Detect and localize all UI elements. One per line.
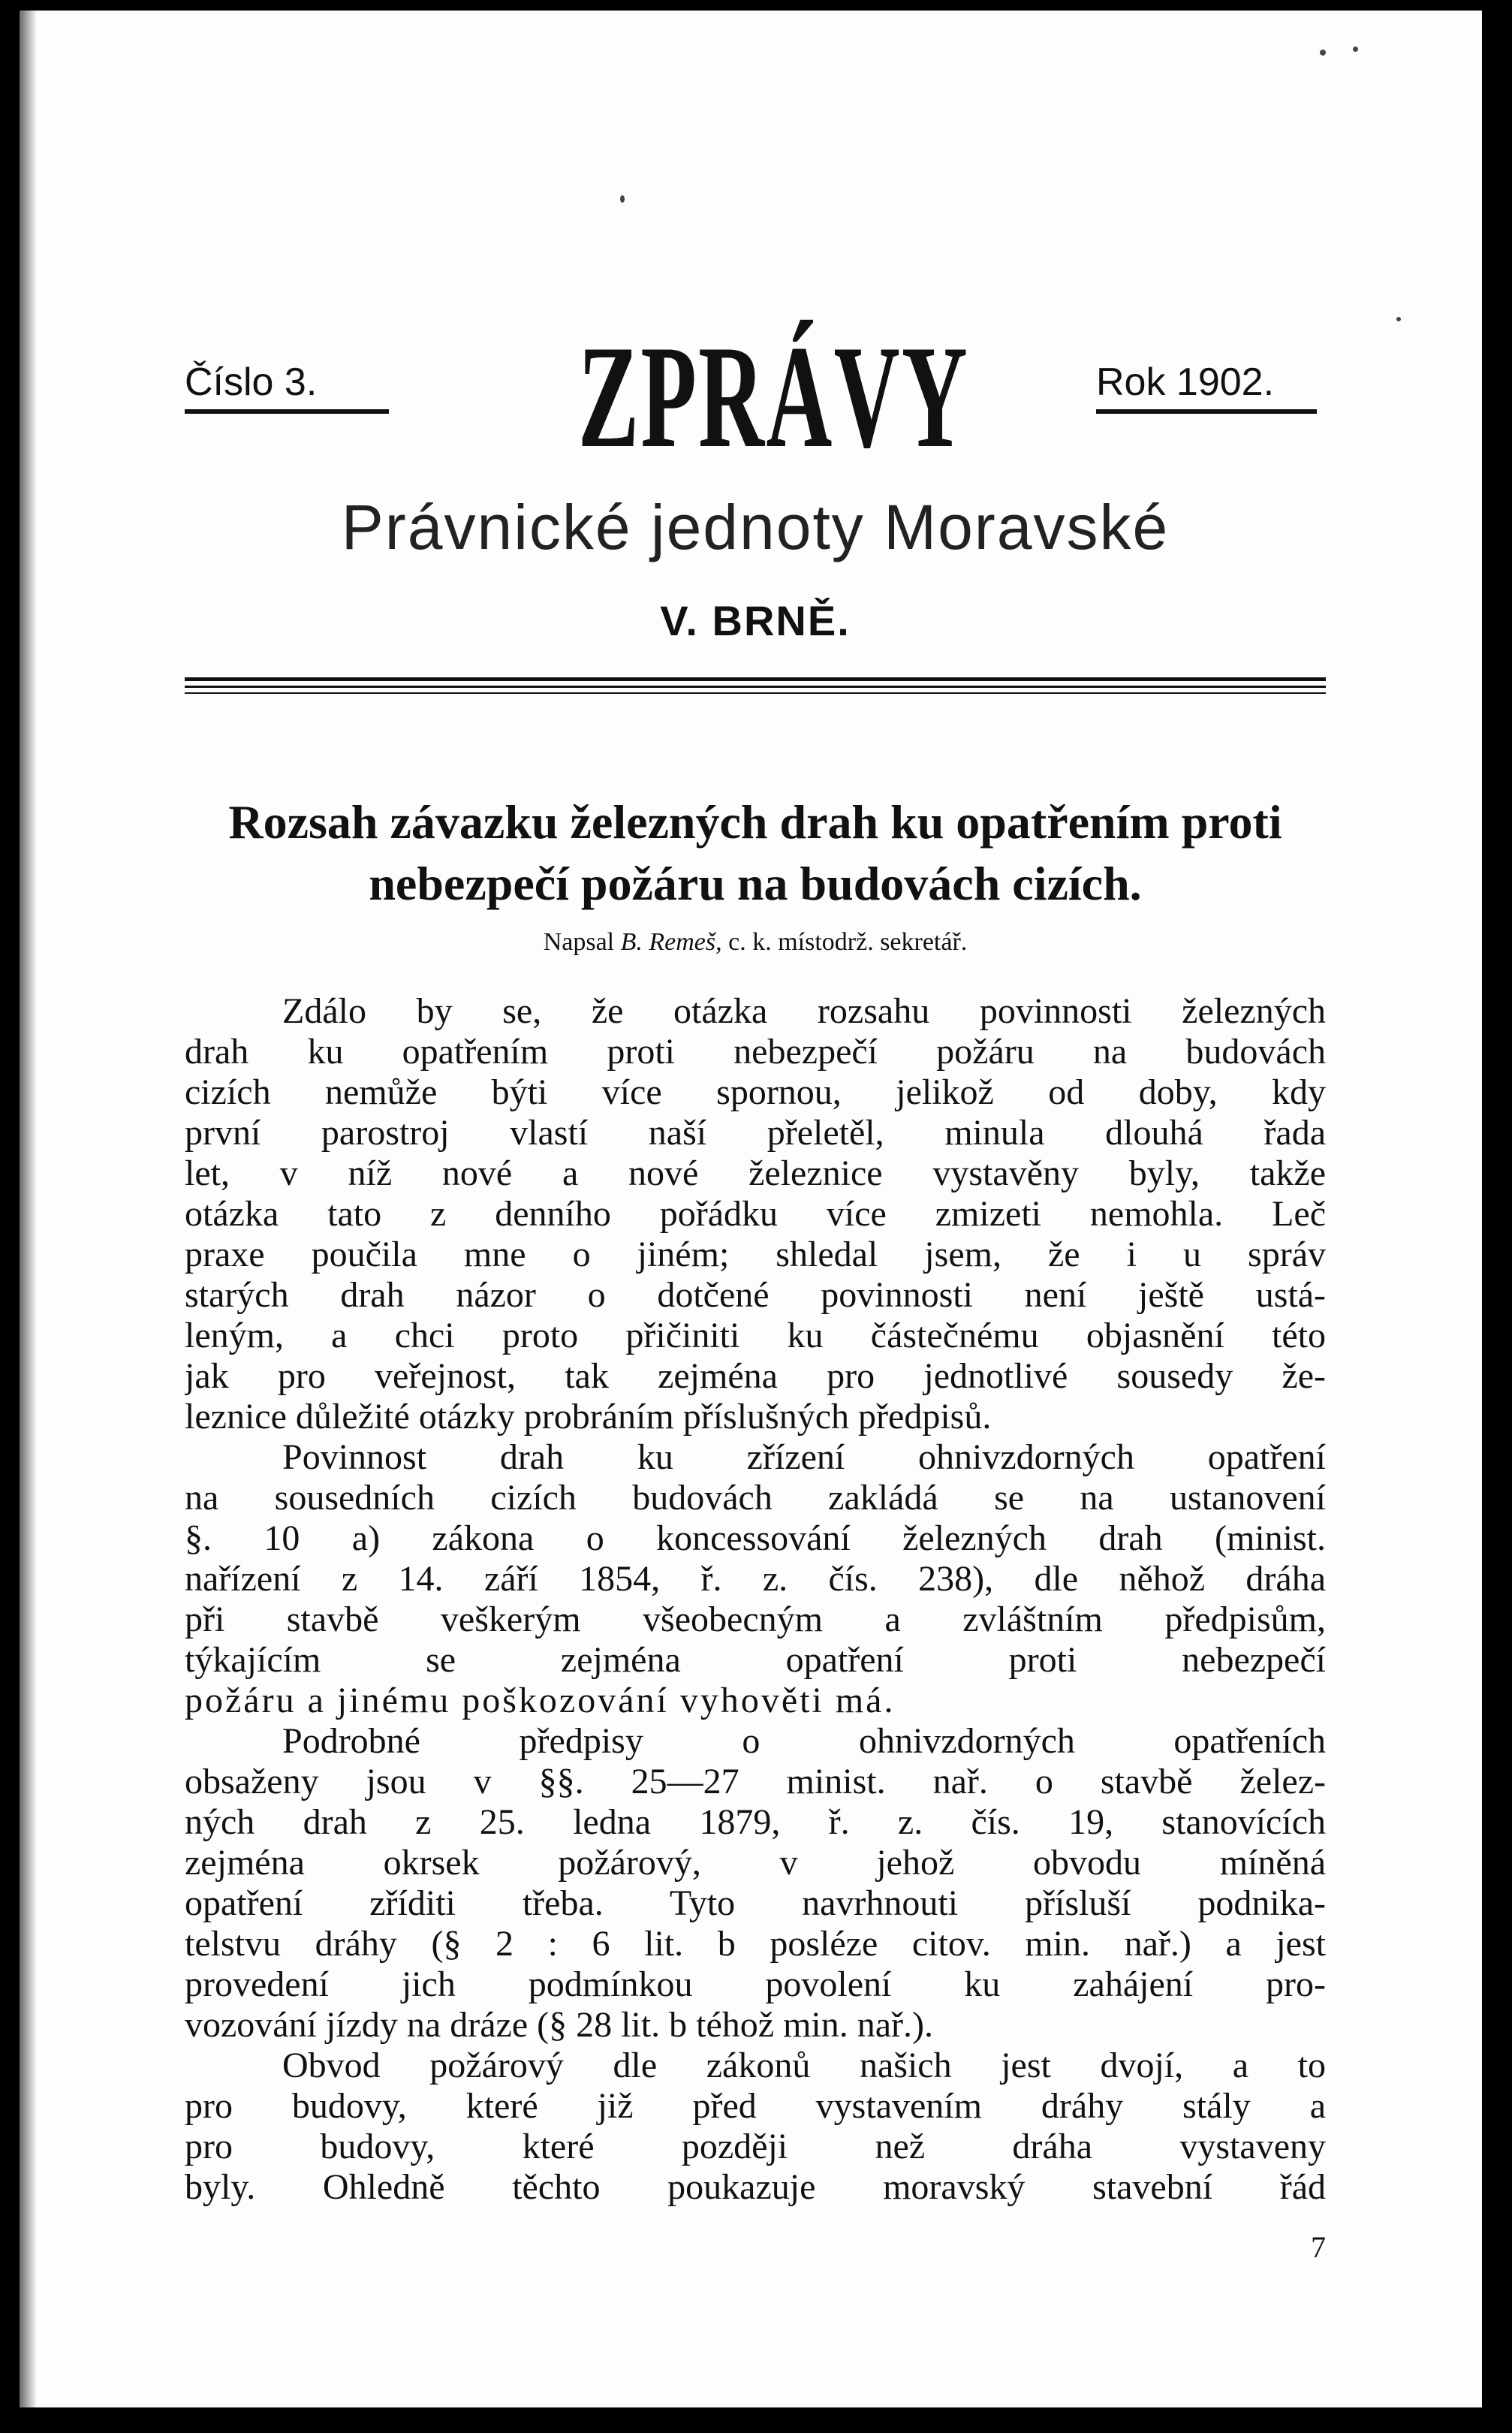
body-line: ných drah z 25. ledna 1879, ř. z. čís. 19, stanovících bbox=[185, 1802, 1326, 1842]
body-line: praxe poučila mne o jiném; shledal jsem, že i u správ bbox=[185, 1235, 1326, 1274]
body-line: leznice důležité otázky probráním příslušných předpisů. bbox=[185, 1397, 992, 1437]
article-title-line: Rozsah závazku železných drah ku opatřením proti bbox=[228, 795, 1282, 849]
article-title-line: nebezpečí požáru na budovách cizích. bbox=[369, 857, 1142, 910]
body-line: nařízení z 14. září 1854, ř. z. čís. 238), dle něhož dráha bbox=[185, 1559, 1326, 1599]
body-line: cizích nemůže býti více spornou, jelikož od doby, kdy bbox=[185, 1072, 1326, 1112]
body-line: Zdálo by se, že otázka rozsahu povinnosti železných bbox=[282, 991, 1326, 1031]
dust-speck bbox=[620, 195, 625, 203]
byline bbox=[185, 928, 1326, 957]
body-line: požáru a jinému poškozování vyhověti má. bbox=[185, 1681, 896, 1720]
body-line: otázka tato z denního pořádku více zmizeti nemohla. Leč bbox=[185, 1194, 1326, 1234]
body-line: §. 10 a) zákona o koncessování železných drah (minist. bbox=[185, 1518, 1326, 1558]
dust-speck bbox=[1320, 50, 1326, 56]
header-rule bbox=[185, 686, 1326, 688]
body-line: při stavbě veškerým všeobecným a zvláštním předpisům, bbox=[185, 1599, 1326, 1639]
body-line: leným, a chci proto přičiniti ku částečnému objasnění této bbox=[185, 1316, 1326, 1355]
masthead-title: ZPRÁVY bbox=[578, 315, 970, 478]
body-line: jak pro veřejnost, tak zejména pro jednotlivé sousedy že- bbox=[185, 1356, 1326, 1396]
body-line: opatření zříditi třeba. Tyto navrhnouti přísluší podnika- bbox=[185, 1883, 1326, 1923]
binding-shadow bbox=[20, 11, 36, 2407]
body-line: byly. Ohledně těchto poukazuje moravský stavební řád bbox=[185, 2167, 1326, 2207]
masthead-subtitle: Právnické jednoty Moravské bbox=[341, 492, 1170, 562]
body-line: Podrobné předpisy o ohnivzdorných opatřeních bbox=[282, 1721, 1326, 1761]
masthead-city: V. BRNĚ. bbox=[660, 597, 851, 644]
body-line: Povinnost drah ku zřízení ohnivzdorných opatření bbox=[282, 1437, 1326, 1477]
dust-speck bbox=[1396, 317, 1401, 321]
body-line: pro budovy, které již před vystavením dráhy stály a bbox=[185, 2086, 1326, 2126]
publication-year: Rok 1902. bbox=[1096, 360, 1317, 414]
body-line: drah ku opatřením proti nebezpečí požáru na budovách bbox=[185, 1032, 1326, 1072]
body-line: první parostroj vlastí naší přeletěl, minula dlouhá řada bbox=[185, 1113, 1326, 1153]
byline-suffix: c. k. místodrž. sekretář. bbox=[728, 928, 968, 956]
dust-speck bbox=[1353, 47, 1358, 52]
body-line: zejména okrsek požárový, v jehož obvodu míněná bbox=[185, 1843, 1326, 1883]
body-line: na sousedních cizích budovách zakládá se na ustanovení bbox=[185, 1478, 1326, 1518]
article-body bbox=[185, 991, 1326, 2208]
byline-author: B. Remeš, bbox=[620, 928, 722, 956]
body-line: obsaženy jsou v §§. 25—27 minist. nař. o stavbě želez- bbox=[185, 1762, 1326, 1801]
body-line: týkajícím se zejména opatření proti nebezpečí bbox=[185, 1640, 1326, 1680]
article-title bbox=[185, 791, 1326, 915]
header-rule bbox=[185, 677, 1326, 681]
body-line: Obvod požárový dle zákonů našich jest dvojí, a to bbox=[282, 2046, 1326, 2085]
body-line: starých drah názor o dotčené povinnosti není ještě ustá- bbox=[185, 1275, 1326, 1315]
byline-prefix: Napsal bbox=[543, 928, 615, 956]
scanned-page bbox=[20, 11, 1482, 2407]
page-number: 7 bbox=[1311, 2230, 1326, 2264]
body-line: pro budovy, které později než dráha vystaveny bbox=[185, 2127, 1326, 2166]
header-rule bbox=[185, 692, 1326, 694]
body-line: telstvu dráhy (§ 2 : 6 lit. b posléze citov. min. nař.) a jest bbox=[185, 1924, 1326, 1964]
body-line: vozování jízdy na dráze (§ 28 lit. b téhož min. nař.). bbox=[185, 2005, 934, 2045]
body-line: let, v níž nové a nové železnice vystavěny byly, takže bbox=[185, 1153, 1326, 1193]
body-line: provedení jich podmínkou povolení ku zahájení pro- bbox=[185, 1964, 1326, 2004]
issue-number: Číslo 3. bbox=[185, 360, 389, 414]
